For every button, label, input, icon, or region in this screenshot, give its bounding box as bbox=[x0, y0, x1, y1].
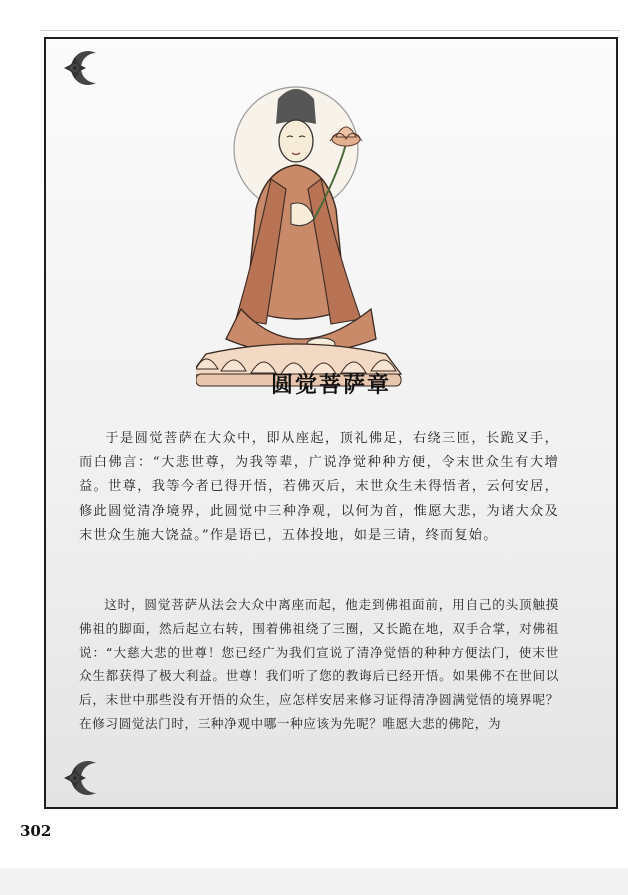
page-number: 302 bbox=[20, 822, 52, 840]
page-frame bbox=[44, 37, 618, 809]
lotus-moon-icon bbox=[56, 47, 102, 87]
top-rule bbox=[40, 30, 620, 31]
translation-paragraph: 这时，圆觉菩萨从法会大众中离座而起，他走到佛祖面前，用自己的头顶触摸佛祖的脚面，然后起立右转，围着佛祖绕了三圈，又长跪在地，双手合掌，对佛祖说：“大慈大悲的世尊！您已经广为我们宣说了清净觉悟的种种方便法门，使末世众生都获得了极大利益。世尊！我们听了您的教诲后已经开悟。如果佛不在世间以后，末世中那些没有开悟的众生，应怎样安居来修习证得清净圆满觉悟的境界呢？在修习圆觉法门时，三种净观中哪一种应该为先呢？唯愿大悲的佛陀，为 bbox=[79, 597, 559, 731]
bodhisattva-illustration bbox=[196, 69, 426, 389]
chapter-title: 圆觉菩萨章 bbox=[270, 372, 391, 398]
scan-bottom-band bbox=[0, 868, 628, 895]
lotus-moon-icon bbox=[56, 757, 102, 797]
sutra-text-paragraph: 于是圆觉菩萨在大众中，即从座起，顶礼佛足，右绕三匝，长跪叉手，而白佛言：“大悲世尊，为我等辈，广说净觉种种方便，令末世众生有大增益。世尊，我等今者已得开悟，若佛灭后，末世众生未得悟者，云何安居，修此圆觉清净境界，此圆觉中三种净观，以何为首，惟愿大悲，为诸大众及末世众生施大饶益。”作是语已，五体投地，如是三请，终而复始。 bbox=[79, 431, 559, 543]
